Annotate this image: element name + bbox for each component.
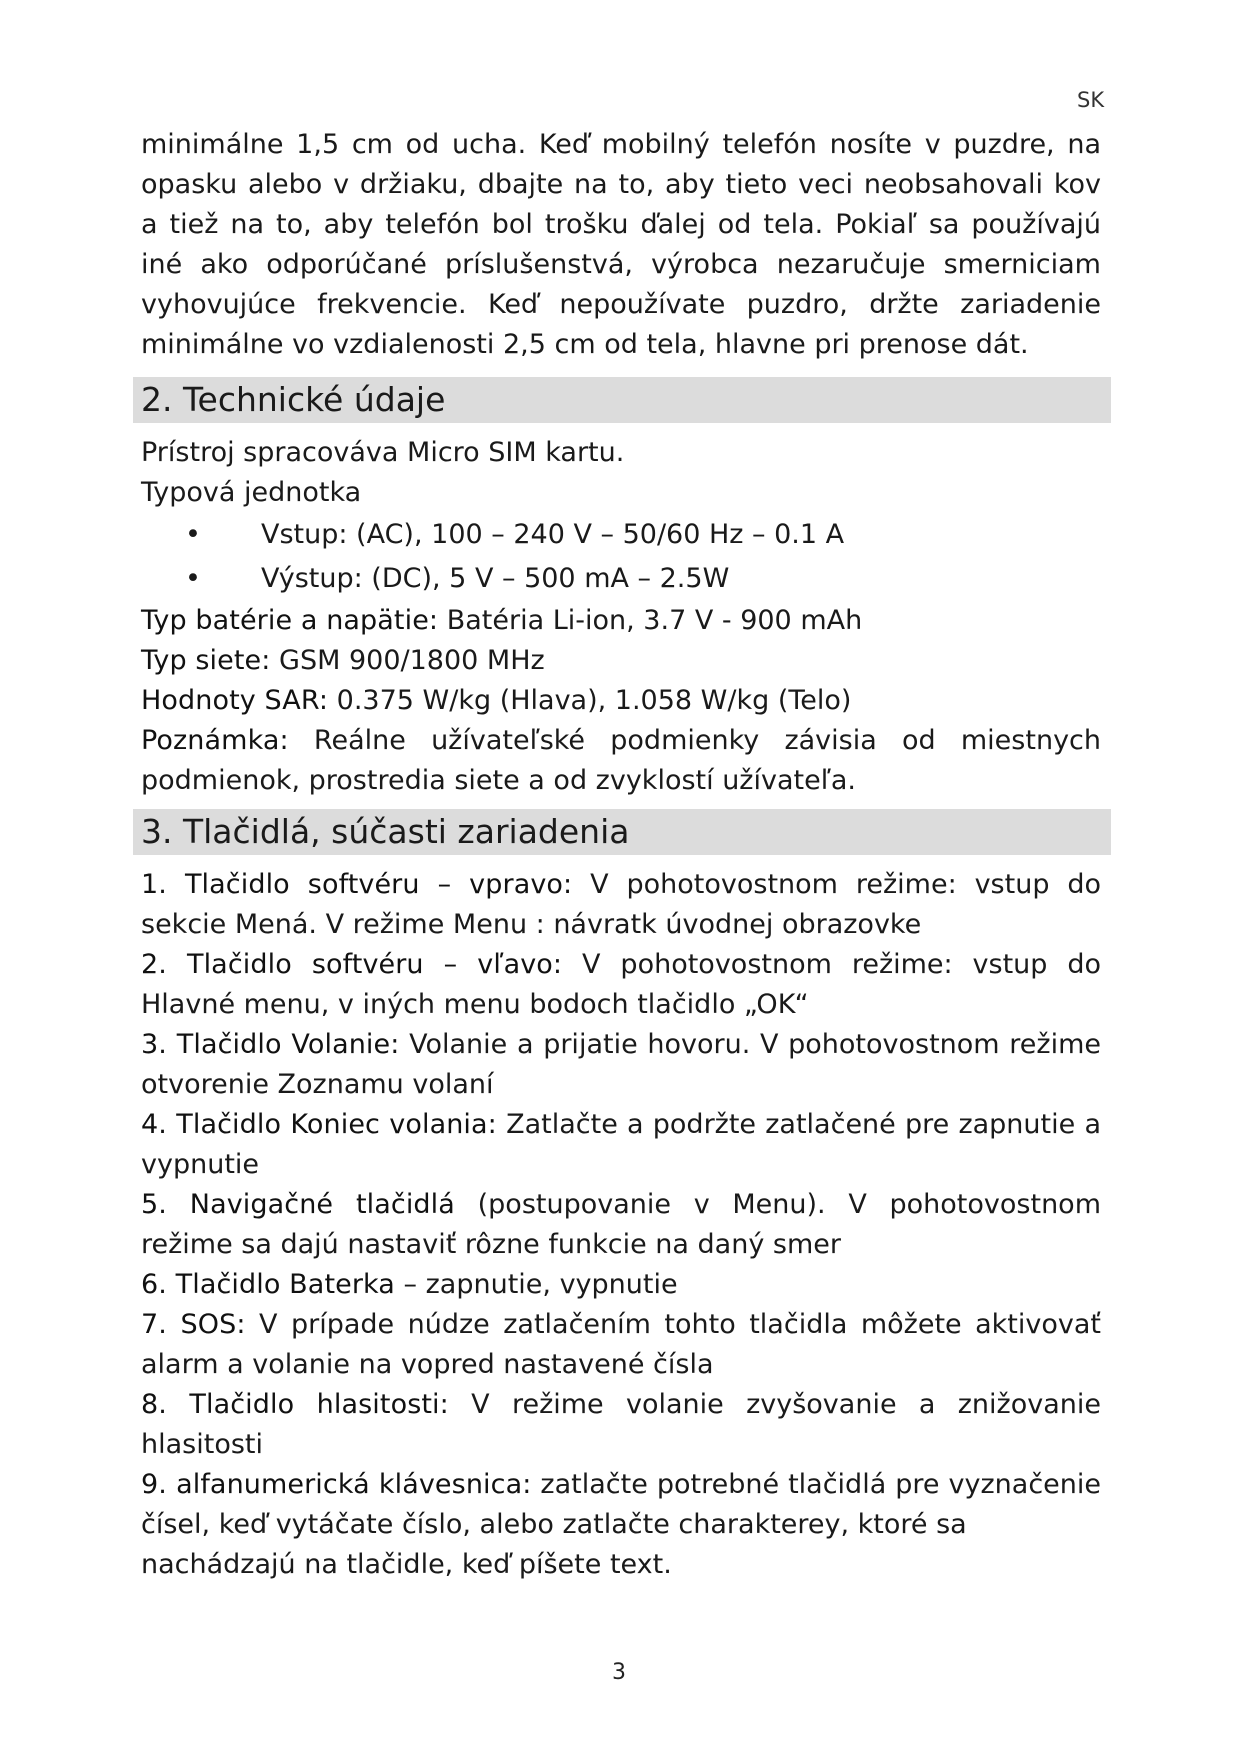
spec-label: Hodnoty SAR: xyxy=(141,685,329,716)
item-text: V režime volanie zvyšovanie a znižovanie xyxy=(448,1389,1101,1420)
list-item-line xyxy=(141,1265,1101,1305)
note-text: Reálne užívateľské podmienky závisia od miestnych xyxy=(288,725,1101,756)
list-item-line xyxy=(141,1305,1101,1345)
bullet-text: Vstup: (AC), 100 – 240 V – 50/60 Hz – 0.1 A xyxy=(261,519,845,550)
page-number: 3 xyxy=(612,1660,626,1685)
intro-line: minimálne 1,5 cm od ucha. Keď mobilný telefón nosíte v puzdre, na xyxy=(141,129,1101,160)
section-heading-buttons: 3. Tlačidlá, súčasti zariadenia xyxy=(133,809,1111,855)
list-item-line xyxy=(141,1025,1101,1065)
spec-label: Typ batérie a napätie: xyxy=(141,605,439,636)
item-text: V pohotovostnom režime: vstup do xyxy=(562,949,1101,980)
list-item-line xyxy=(141,1105,1101,1145)
intro-line: opasku alebo v držiaku, dbajte na to, aby tieto veci neobsahovali kov xyxy=(141,169,1101,200)
list-item-line xyxy=(141,945,1101,985)
note-line xyxy=(141,721,1101,761)
bullet-item xyxy=(141,557,1101,601)
list-item-line: vypnutie xyxy=(141,1149,260,1180)
spec-value: Batéria Li-ion, 3.7 V - 900 mAh xyxy=(438,605,863,636)
spec-label: Typ siete: xyxy=(141,645,271,676)
list-item-line xyxy=(141,1185,1101,1225)
note-label: Poznámka: xyxy=(141,725,289,756)
item-text: V pohotovostnom režime: vstup do xyxy=(572,869,1102,900)
item-text: Zatlačte a podržte zatlačené pre zapnutie a xyxy=(496,1109,1101,1140)
list-item-line: alarm a volanie na vopred nastavené čísla xyxy=(141,1349,714,1380)
intro-line: vyhovujúce frekvencie. Keď nepoužívate puzdro, držte zariadenie xyxy=(141,289,1101,320)
list-item-line xyxy=(141,865,1101,905)
language-code: SK xyxy=(1077,88,1105,112)
item-label: 7. SOS: xyxy=(141,1309,246,1340)
item-label: 3. Tlačidlo Volanie: xyxy=(141,1029,400,1060)
item-label: 4. Tlačidlo Koniec volania: xyxy=(141,1109,497,1140)
bullet-icon: • xyxy=(185,519,201,550)
section-heading-technical: 2. Technické údaje xyxy=(133,377,1111,423)
spec-value: GSM 900/1800 MHz xyxy=(270,645,545,676)
intro-paragraph xyxy=(141,125,1101,365)
intro-line: minimálne vo vzdialenosti 2,5 cm od tela, hlavne pri prenose dát. xyxy=(141,329,1029,360)
spec-line xyxy=(141,601,1101,641)
spec-line xyxy=(141,681,1101,721)
list-item-line: Hlavné menu, v iných menu bodoch tlačidlo „OK“ xyxy=(141,989,809,1020)
unit-line: Typová jednotka xyxy=(141,477,362,508)
item-label: 2. Tlačidlo softvéru – vľavo: xyxy=(141,949,563,980)
bullet-text: Výstup: (DC), 5 V – 500 mA – 2.5W xyxy=(261,563,730,594)
item-text: – zapnutie, vypnutie xyxy=(394,1269,678,1300)
list-item-line: režime sa dajú nastaviť rôzne funkcie na daný smer xyxy=(141,1229,841,1260)
list-item-line: nachádzajú na tlačidle, keď píšete text. xyxy=(141,1549,672,1580)
intro-line: iné ako odporúčané príslušenstvá, výrobca nezaručuje smerniciam xyxy=(141,249,1101,280)
sim-line: Prístroj spracováva Micro SIM kartu. xyxy=(141,437,625,468)
item-text: Volanie a prijatie hovoru. V pohotovostnom režime xyxy=(399,1029,1101,1060)
item-label: 6. Tlačidlo Baterka xyxy=(141,1269,395,1300)
list-item-line xyxy=(141,1465,1101,1505)
item-label: 9. alfanumerická klávesnica: xyxy=(141,1469,532,1500)
item-label: 1. Tlačidlo softvéru – vpravo: xyxy=(141,869,573,900)
list-item-line: otvorenie Zoznamu volaní xyxy=(141,1069,494,1100)
list-item-line: čísel, keď vytáčate číslo, alebo zatlačte charakterey, ktoré sa xyxy=(141,1509,967,1540)
intro-line: a tiež na to, aby telefón bol trošku ďalej od tela. Pokiaľ sa používajú xyxy=(141,209,1101,240)
bullet-icon: • xyxy=(185,563,201,594)
page-content xyxy=(141,125,1101,1585)
list-item-line: hlasitosti xyxy=(141,1429,263,1460)
note-line: podmienok, prostredia siete a od zvyklostí užívateľa. xyxy=(141,765,856,796)
item-text: (postupovanie v Menu). V pohotovostnom xyxy=(454,1189,1101,1220)
spec-line xyxy=(141,641,1101,681)
list-item-line: sekcie Mená. V režime Menu : návratk úvodnej obrazovke xyxy=(141,909,922,940)
list-item-line xyxy=(141,1385,1101,1425)
bullet-item xyxy=(141,513,1101,557)
item-label: 5. Navigačné tlačidlá xyxy=(141,1189,455,1220)
spec-value: 0.375 W/kg (Hlava), 1.058 W/kg (Telo) xyxy=(328,685,852,716)
button-list xyxy=(141,865,1101,1585)
item-label: 8. Tlačidlo hlasitosti: xyxy=(141,1389,449,1420)
item-text: V prípade núdze zatlačením tohto tlačidla môžete aktivovať xyxy=(245,1309,1102,1340)
item-text: zatlačte potrebné tlačidlá pre vyznačenie xyxy=(531,1469,1101,1500)
